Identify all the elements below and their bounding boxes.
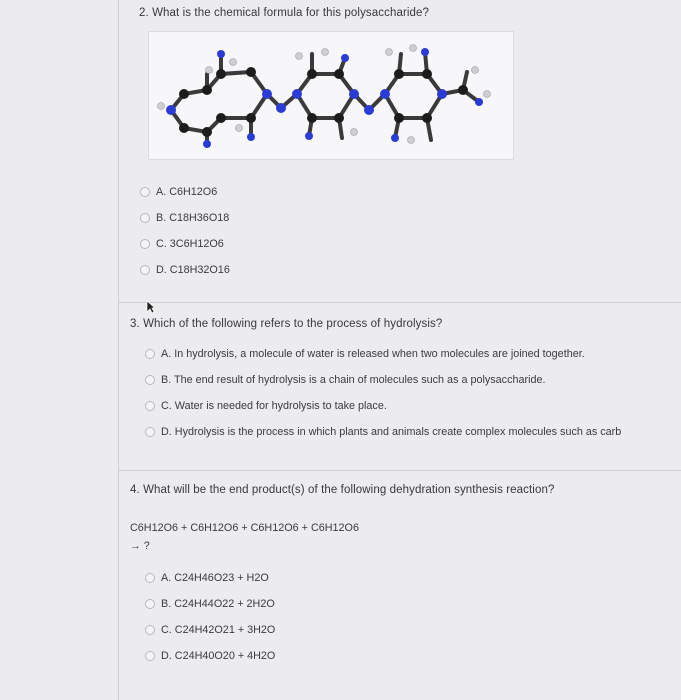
q2-question: 2. What is the chemical formula for this polysaccharide? bbox=[139, 7, 430, 19]
q4-question: 4. What will be the end product(s) of the following dehydration synthesis reaction? bbox=[130, 484, 555, 496]
q4-option-b-label: B. C24H44O22 + 2H2O bbox=[161, 598, 275, 610]
q3-option-b[interactable] bbox=[145, 374, 546, 386]
mouse-cursor-icon bbox=[146, 300, 156, 314]
q4-reaction-line-1: C6H12O6 + C6H12O6 + C6H12O6 + C6H12O6 bbox=[130, 522, 359, 534]
q4-option-c[interactable] bbox=[145, 624, 275, 636]
q3-question: 3. Which of the following refers to the process of hydrolysis? bbox=[130, 318, 443, 330]
q3-option-d-label: D. Hydrolysis is the process in which plants and animals create complex molecules such as carb bbox=[161, 426, 622, 438]
q4-option-b[interactable] bbox=[145, 598, 275, 610]
q3-option-a-label: A. In hydrolysis, a molecule of water is released when two molecules are joined together. bbox=[161, 348, 585, 360]
q2-option-c-label: C. 3C6H12O6 bbox=[156, 238, 224, 250]
q4-option-c-label: C. C24H42O21 + 3H2O bbox=[161, 624, 276, 636]
q3-option-c[interactable] bbox=[145, 400, 387, 412]
radio-button-icon[interactable] bbox=[145, 573, 155, 583]
q3-option-b-label: B. The end result of hydrolysis is a chain of molecules such as a polysaccharide. bbox=[161, 374, 546, 386]
radio-button-icon[interactable] bbox=[140, 187, 150, 197]
q2-option-b[interactable] bbox=[140, 212, 229, 224]
radio-button-icon[interactable] bbox=[140, 239, 150, 249]
q2-molecule-image bbox=[148, 31, 514, 160]
q4-option-a-label: A. C24H46O23 + H2O bbox=[161, 572, 269, 584]
radio-button-icon[interactable] bbox=[145, 375, 155, 385]
q4-option-a[interactable] bbox=[145, 572, 269, 584]
q3-option-a[interactable] bbox=[145, 348, 585, 360]
radio-button-icon[interactable] bbox=[145, 625, 155, 635]
q2-option-d-label: D. C18H32O16 bbox=[156, 264, 230, 276]
radio-button-icon[interactable] bbox=[145, 427, 155, 437]
section-divider bbox=[118, 302, 681, 303]
q3-option-c-label: C. Water is needed for hydrolysis to take place. bbox=[161, 400, 387, 412]
radio-button-icon[interactable] bbox=[140, 213, 150, 223]
q2-option-a[interactable] bbox=[140, 186, 217, 198]
q2-option-c[interactable] bbox=[140, 238, 224, 250]
q4-option-d[interactable] bbox=[145, 650, 275, 662]
polysaccharide-ball-and-stick-model bbox=[149, 32, 513, 159]
q2-option-d[interactable] bbox=[140, 264, 230, 276]
radio-button-icon[interactable] bbox=[145, 599, 155, 609]
q2-option-b-label: B. C18H36O18 bbox=[156, 212, 230, 224]
q4-option-d-label: D. C24H40O20 + 4H2O bbox=[161, 650, 276, 662]
section-divider bbox=[118, 470, 681, 471]
radio-button-icon[interactable] bbox=[140, 265, 150, 275]
radio-button-icon[interactable] bbox=[145, 651, 155, 661]
left-margin-line bbox=[118, 0, 119, 700]
radio-button-icon[interactable] bbox=[145, 349, 155, 359]
q3-option-d[interactable] bbox=[145, 426, 681, 438]
q4-reaction-line-2: → ? bbox=[130, 540, 150, 552]
q2-option-a-label: A. C6H12O6 bbox=[156, 186, 218, 198]
radio-button-icon[interactable] bbox=[145, 401, 155, 411]
